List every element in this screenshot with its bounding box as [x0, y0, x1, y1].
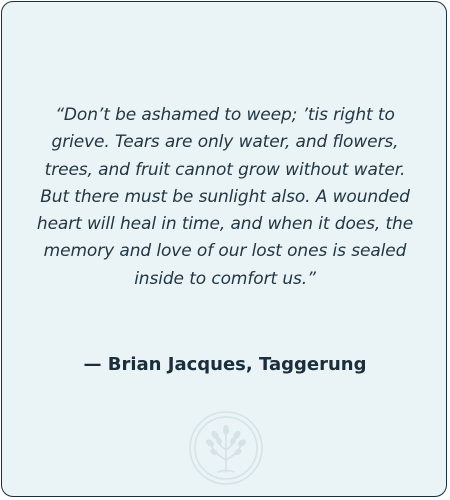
- quote-card: [1, 1, 447, 497]
- quote-text: “Don’t be ashamed to weep; ’tis right to grieve. Tears are only water, and flowers, trees, and fruit cannot grow without water. But there must be sunlight also. A wounded heart will heal in time, and when it does, the memory and love of our lost ones is sealed inside to comfort us.”: [36, 105, 414, 289]
- quote-attribution: — Brian Jacques, Taggerung: [83, 354, 367, 375]
- tree-of-life-icon: [188, 410, 264, 486]
